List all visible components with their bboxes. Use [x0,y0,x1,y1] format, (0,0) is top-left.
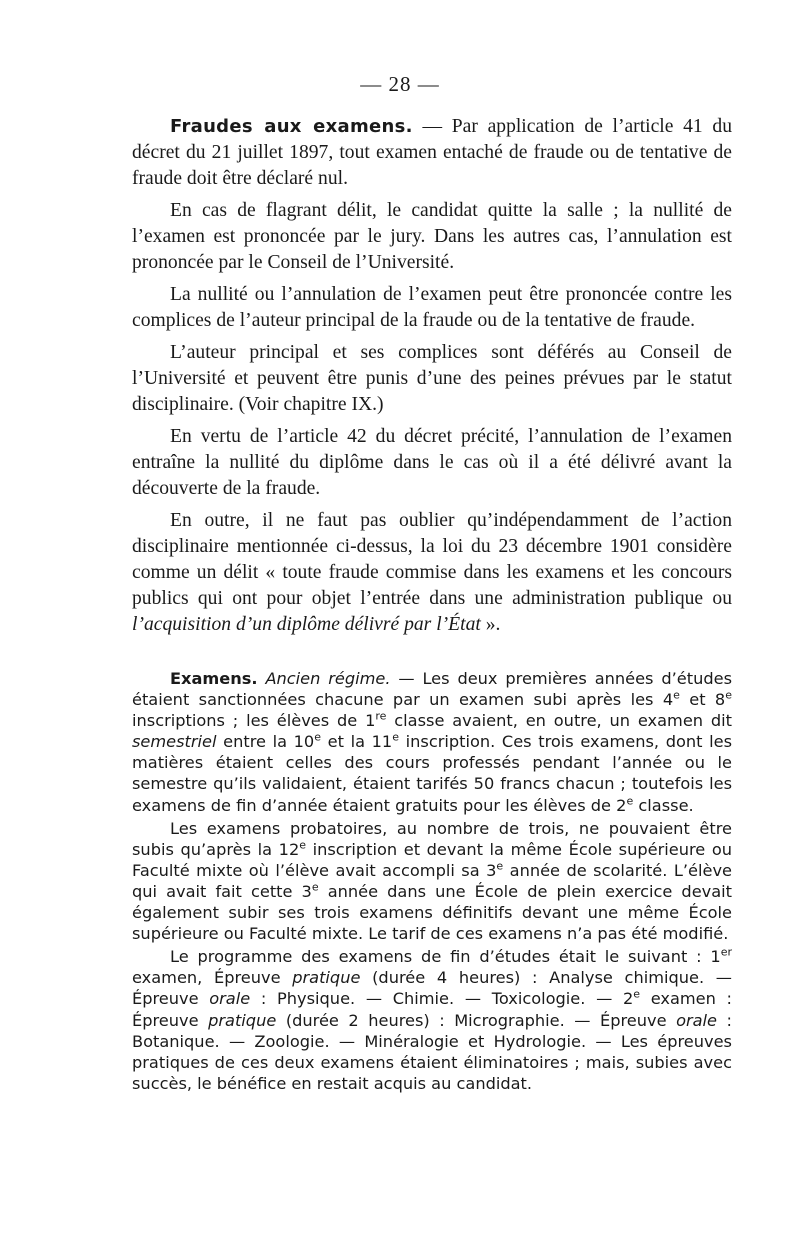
superscript: e [725,688,732,702]
paragraph: La nullité ou l’annulation de l’examen peut être prononcée contre les complices de l’auteur principal de la fraude ou de la tentative de fraude. [132,284,732,331]
superscript: e [392,730,399,744]
paragraph-text: entre la 10 [216,732,315,752]
section-heading: Examens. [170,669,258,688]
emphasis: pratique [208,1010,277,1030]
paragraph-text: En outre, il ne faut pas oublier qu’indépendamment de l’action disciplinaire mentionnée ci-dessus, la loi du 23 décembre 1901 considère comme un délit « toute fraude commise dans les examens et les concours publics qui ont pour objet l’entrée dans une administration publique ou [132,510,732,609]
emphasis: orale [676,1010,718,1030]
paragraph-text: inscription. Ces trois examens, dont les matières étaient celles des cours professés pendant l’année ou le semestre qu’ils validaient, étaient tarifés 50 francs chacun ; toutefois les examens de fin d’année étaient gratuits pour les élèves de 2 [132,732,733,815]
superscript: e [633,988,641,1002]
superscript: e [299,838,307,852]
paragraph-text: classe. [633,795,694,815]
paragraph [132,818,732,945]
paragraph: L’auteur principal et ses complices sont déférés au Conseil de l’Université et peuvent être punis d’une des peines prévues par le statut disciplinaire. (Voir chapitre IX.) [132,342,732,415]
paragraph-text: et 8 [679,690,726,710]
paragraph-text: Le programme des examens de fin d’études était le suivant : 1 [170,947,721,967]
superscript: e [626,794,634,808]
emphasis: orale [209,989,251,1009]
superscript: er [720,945,732,959]
paragraph-text: Les examens probatoires, au nombre de trois, ne pouvaient être subis qu’après la 12 [132,818,732,859]
paragraph-text: examen, Épreuve [132,968,293,988]
emphasis: l’acquisition d’un diplôme délivré par l’État [132,614,481,635]
paragraph [132,668,732,816]
paragraph-text: ». [480,614,501,635]
section-heading: Fraudes aux examens. [170,116,413,137]
paragraph-text: : Botanique. — Zoologie. — Minéralogie et Hydrologie. — Les épreuves pratiques de ces deux examens étaient éliminatoires ; mais, subies avec succès, le bénéfice en restait acquis au candidat. [132,1010,732,1093]
superscript: e [314,730,322,744]
paragraph-text: et la 11 [321,732,393,752]
paragraph: En vertu de l’article 42 du décret précité, l’annulation de l’examen entraîne la nullité du diplôme dans le cas où il a été délivré avant la découverte de la fraude. [132,426,732,499]
paragraph-text: classe avaient, en outre, un examen dit [386,711,732,731]
section-examens [132,668,732,1094]
superscript: e [311,880,319,894]
paragraph-text: inscriptions ; les élèves de 1 [132,711,376,731]
emphasis: semestriel [132,732,217,752]
paragraph-text: (durée 4 heures) : Analyse chimique. — Épreuve [132,968,732,1009]
paragraph [132,114,732,192]
paragraph [132,508,732,638]
paragraph: En cas de flagrant délit, le candidat quitte la salle ; la nullité de l’examen est prononcée par le jury. Dans les autres cas, l’annulation est prononcée par le Conseil de l’Université. [132,200,732,273]
paragraph-text: — Les deux premières années d’études étaient sanctionnées chacune par un examen subi après les 4 [132,669,732,710]
paragraph-text: : Physique. — Chimie. — Toxicologie. — 2 [250,989,634,1009]
section-subheading: Ancien régime. [257,669,391,688]
paragraph-text: examen : Épreuve [132,989,733,1030]
paragraph-text: — Par application de l’article 41 du décret du 21 juillet 1897, tout examen entaché de fraude ou de tentative de fraude doit être déclaré nul. [132,116,732,189]
paragraph [132,946,732,1094]
superscript: e [496,859,504,873]
section-fraudes [132,114,732,638]
paragraph-text: année dans une École de plein exercice devait également subir ses trois examens définitifs devant une même École supérieure ou Faculté mixte. Le tarif de ces examens n’a pas été modifié. [132,881,732,944]
emphasis: pratique [292,968,361,988]
paragraph-text: (durée 2 heures) : Micrographie. — Épreuve [276,1010,677,1030]
superscript: e [673,688,680,702]
superscript: re [375,709,387,723]
paragraph-text: année de scolarité. L’élève qui avait fait cette 3 [132,860,732,901]
paragraph-text: inscription et devant la même École supérieure ou Faculté mixte où l’élève avait accompli sa 3 [132,839,732,880]
page-number: — 28 — [360,72,440,96]
